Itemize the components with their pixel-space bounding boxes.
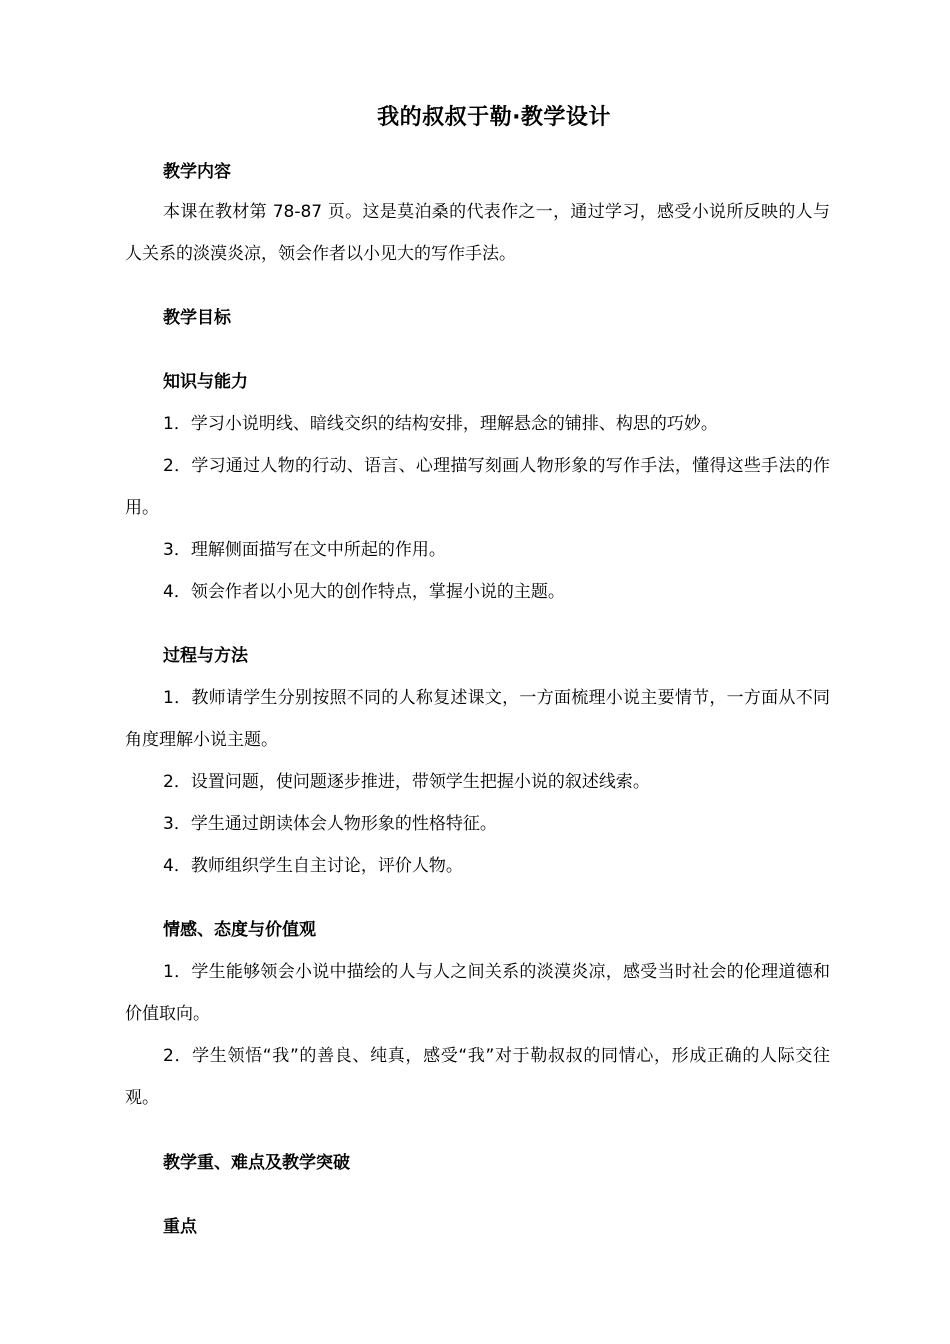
heading-knowledge: 知识与能力 (163, 372, 248, 392)
section-focus-heading (125, 1212, 830, 1242)
section-knowledge-heading (125, 367, 830, 397)
knowledge-item: 1．学习小说明线、暗线交织的结构安排，理解悬念的铺排、构思的巧妙。 (163, 414, 718, 434)
section-process-items (125, 677, 830, 887)
process-item: 2．设置问题，使问题逐步推进，带领学生把握小说的叙述线索。 (163, 772, 650, 792)
heading-process: 过程与方法 (163, 646, 248, 666)
emotion-item: 2．学生领悟“我”的善良、纯真，感受“我”对于勒叔叔的同情心，形成正确的人际交往观。 (125, 1046, 830, 1108)
section-knowledge-items (125, 403, 830, 613)
page-title: 我的叔叔于勒·教学设计 (377, 105, 611, 130)
process-item: 4．教师组织学生自主讨论，评价人物。 (163, 856, 463, 876)
heading-focus: 重点 (163, 1217, 197, 1237)
section-key-heading (125, 1148, 830, 1178)
section-content-heading (125, 157, 830, 187)
section-process-heading (125, 641, 830, 671)
section-goals-heading (125, 303, 830, 333)
section-emotion-items (125, 951, 830, 1119)
section-content-text (125, 191, 830, 275)
section-emotion-heading (125, 915, 830, 945)
knowledge-item: 2．学习通过人物的行动、语言、心理描写刻画人物形象的写作手法，懂得这些手法的作用。 (125, 456, 830, 518)
heading-emotion: 情感、态度与价值观 (163, 920, 316, 940)
process-item: 1．教师请学生分别按照不同的人称复述课文，一方面梳理小说主要情节，一方面从不同角度理解小说主题。 (125, 688, 830, 750)
heading-goals: 教学目标 (163, 308, 231, 328)
content-paragraph: 本课在教材第 78-87 页。这是莫泊桑的代表作之一，通过学习，感受小说所反映的人与人关系的淡漠炎凉，领会作者以小见大的写作手法。 (125, 202, 830, 264)
heading-key-points: 教学重、难点及教学突破 (163, 1153, 350, 1173)
emotion-item: 1．学生能够领会小说中描绘的人与人之间关系的淡漠炎凉，感受当时社会的伦理道德和价值取向。 (125, 962, 830, 1024)
process-item: 3．学生通过朗读体会人物形象的性格特征。 (163, 814, 497, 834)
knowledge-item: 4．领会作者以小见大的创作特点，掌握小说的主题。 (163, 582, 565, 602)
knowledge-item: 3．理解侧面描写在文中所起的作用。 (163, 540, 446, 560)
heading-content: 教学内容 (163, 162, 231, 182)
